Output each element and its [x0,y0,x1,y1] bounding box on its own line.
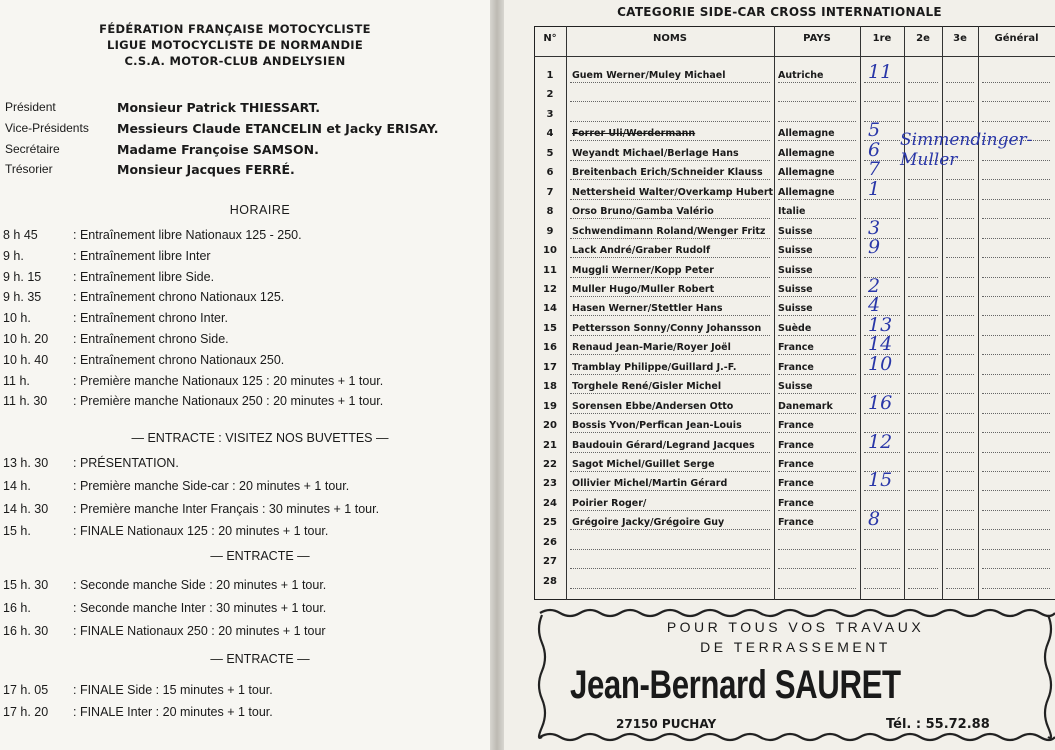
row-number: 23 [543,478,557,489]
dotted-fill-line [778,296,856,297]
row-driver-names: Nettersheid Walter/Overkamp Hubert [572,187,774,198]
row-driver-names: Renaud Jean-Marie/Royer Joël [572,342,731,353]
dotted-fill-line [908,296,938,297]
row-number: 14 [543,303,557,314]
row-number: 17 [543,362,557,373]
dotted-fill-line [570,510,770,511]
dotted-fill-line [946,199,974,200]
row-number: 22 [543,459,557,470]
dotted-fill-line [778,199,856,200]
dotted-fill-line [982,257,1050,258]
sauret-advertisement [536,605,1055,745]
row-number: 9 [546,226,554,237]
dotted-fill-line [982,218,1050,219]
dotted-fill-line [908,588,938,589]
row-country: Suisse [778,265,813,276]
schedule-event: : Première manche Nationaux 125 : 20 minutes + 1 tour. [73,374,384,388]
dotted-fill-line [778,471,856,472]
dotted-fill-line [908,510,938,511]
schedule-event: : PRÉSENTATION. [73,456,179,470]
row-driver-names: Sagot Michel/Guillet Serge [572,459,715,470]
col-header-names: NOMS [652,33,688,44]
schedule-time: 8 h 45 [3,228,38,242]
dotted-fill-line [864,549,900,550]
row-driver-names: Sorensen Ebbe/Andersen Otto [572,401,734,412]
dotted-fill-line [982,179,1050,180]
dotted-fill-line [778,354,856,355]
dotted-fill-line [908,452,938,453]
dotted-fill-line [570,296,770,297]
dotted-fill-line [982,315,1050,316]
dotted-fill-line [778,257,856,258]
dotted-fill-line [982,296,1050,297]
schedule-event: : Entraînement chrono Nationaux 125. [73,290,285,304]
dotted-fill-line [908,529,938,530]
row-number: 5 [546,148,554,159]
schedule-time: 16 h. 30 [3,624,49,638]
dotted-fill-line [570,101,770,102]
handwritten-position: 12 [868,431,893,453]
row-country: Suisse [778,226,813,237]
dotted-fill-line [778,179,856,180]
dotted-fill-line [946,432,974,433]
dotted-fill-line [946,179,974,180]
row-country: Suisse [778,381,813,392]
row-driver-names: Lack André/Graber Rudolf [572,245,711,256]
dotted-fill-line [570,140,770,141]
dotted-fill-line [946,257,974,258]
ad-tagline: POUR TOUS VOS TRAVAUX [666,619,925,635]
dotted-fill-line [778,452,856,453]
schedule-time: 9 h. 35 [3,290,42,304]
dotted-fill-line [908,335,938,336]
dotted-fill-line [778,335,856,336]
schedule-event: : Entraînement chrono Side. [73,332,229,346]
row-number: 6 [546,167,554,178]
row-country: Danemark [778,401,833,412]
row-driver-names: Orso Bruno/Gamba Valério [572,206,714,217]
schedule-time: 15 h. [3,524,31,538]
dotted-fill-line [570,588,770,589]
official-role: Trésorier [5,162,53,176]
dotted-fill-line [908,179,938,180]
dotted-fill-line [570,82,770,83]
row-country: Suède [778,323,812,334]
row-number: 24 [543,498,557,509]
row-driver-names: Ollivier Michel/Martin Gérard [572,478,728,489]
row-number: 15 [543,323,557,334]
dotted-fill-line [778,432,856,433]
schedule-time: 17 h. 20 [3,705,49,719]
dotted-fill-line [946,471,974,472]
schedule-time: 13 h. 30 [3,456,49,470]
ad-company-name: Jean-Bernard SAURET [570,663,901,707]
dotted-fill-line [946,374,974,375]
schedule-time: 11 h. [3,374,30,388]
dotted-fill-line [570,432,770,433]
dotted-fill-line [908,354,938,355]
horaire-title: HORAIRE [229,203,291,217]
handwritten-position: 8 [868,508,881,530]
dotted-fill-line [982,490,1050,491]
official-name: Monsieur Patrick THIESSART. [117,100,321,115]
row-country: Autriche [778,70,824,81]
dotted-fill-line [570,160,770,161]
row-driver-names: Bossis Yvon/Perfican Jean-Louis [572,420,742,431]
dotted-fill-line [946,101,974,102]
schedule-time: 14 h. [3,479,31,493]
handwritten-position: 1 [868,178,881,200]
row-number: 7 [546,187,554,198]
handwritten-position: 16 [868,392,893,414]
row-number: 26 [543,537,557,548]
row-driver-names: Grégoire Jacky/Grégoire Guy [572,517,725,528]
dotted-fill-line [908,82,938,83]
league-heading: LIGUE MOTOCYCLISTE DE NORMANDIE [106,38,364,52]
dotted-fill-line [570,354,770,355]
dotted-fill-line [946,568,974,569]
entracte: — ENTRACTE — [210,652,310,666]
dotted-fill-line [946,354,974,355]
handwritten-position: 3 [868,217,881,239]
dotted-fill-line [778,393,856,394]
dotted-fill-line [778,529,856,530]
dotted-fill-line [570,471,770,472]
handwritten-position: 9 [868,236,881,258]
header-divider [534,56,1055,57]
col-header-country: PAYS [803,33,831,44]
handwritten-position: 5 [868,119,881,141]
row-number: 21 [543,440,557,451]
schedule-event: : Première manche Inter Français : 30 minutes + 1 tour. [73,502,380,516]
row-number: 20 [543,420,557,431]
dotted-fill-line [864,568,900,569]
dotted-fill-line [908,568,938,569]
schedule-event: : FINALE Nationaux 125 : 20 minutes + 1 tour. [73,524,329,538]
dotted-fill-line [908,549,938,550]
dotted-fill-line [570,257,770,258]
row-country: Allemagne [778,167,835,178]
dotted-fill-line [982,471,1050,472]
row-number: 28 [543,576,557,587]
handwritten-annotation: Simmendinger-Muller [900,130,1033,170]
dotted-fill-line [570,335,770,336]
schedule-event: : Entraînement chrono Nationaux 250. [73,353,285,367]
dotted-fill-line [982,568,1050,569]
dotted-fill-line [982,529,1050,530]
dotted-fill-line [982,393,1050,394]
schedule-time: 14 h. 30 [3,502,49,516]
row-driver-names: Muller Hugo/Muller Robert [572,284,715,295]
official-role: Président [5,100,56,114]
dotted-fill-line [982,277,1050,278]
row-country: Allemagne [778,148,835,159]
official-role: Vice-Présidents [5,121,89,135]
dotted-fill-line [908,199,938,200]
schedule-event: : Entraînement libre Nationaux 125 - 250. [73,228,302,242]
dotted-fill-line [570,568,770,569]
dotted-fill-line [570,277,770,278]
dotted-fill-line [946,529,974,530]
row-driver-names: Tramblay Philippe/Guillard J.-F. [572,362,737,373]
column-divider [904,26,905,600]
schedule-event: : Seconde manche Inter : 30 minutes + 1 tour. [73,601,327,615]
dotted-fill-line [570,549,770,550]
row-number: 16 [543,342,557,353]
ad-address: 27150 PUCHAY [616,717,717,731]
dotted-fill-line [570,393,770,394]
official-role: Secrétaire [5,142,60,156]
row-number: 18 [543,381,557,392]
row-country: Suisse [778,303,813,314]
row-country: France [778,440,814,451]
row-country: France [778,459,814,470]
row-number: 10 [543,245,557,256]
dotted-fill-line [570,238,770,239]
row-country: Suisse [778,284,813,295]
schedule-time: 16 h. [3,601,31,615]
row-driver-names: Forrer Uli/Werdermann [572,128,696,139]
schedule-event: : FINALE Inter : 20 minutes + 1 tour. [73,705,273,719]
handwritten-position: 7 [868,158,881,180]
row-number: 2 [546,89,554,100]
dotted-fill-line [908,393,938,394]
schedule-event: : FINALE Nationaux 250 : 20 minutes + 1 tour [73,624,326,638]
schedule-time: 9 h. [3,249,24,263]
dotted-fill-line [778,588,856,589]
schedule-time: 10 h. 40 [3,353,49,367]
dotted-fill-line [908,490,938,491]
dotted-fill-line [778,549,856,550]
dotted-fill-line [908,218,938,219]
dotted-fill-line [778,277,856,278]
handwritten-position: 6 [868,139,881,161]
row-country: France [778,498,814,509]
dotted-fill-line [908,315,938,316]
col-header-second: 2e [916,33,930,44]
row-driver-names: Schwendimann Roland/Wenger Fritz [572,226,766,237]
handwritten-position: 13 [868,314,893,336]
schedule-time: 11 h. 30 [3,394,48,408]
category-title: CATEGORIE SIDE-CAR CROSS INTERNATIONALE [617,5,942,19]
col-header-third: 3e [953,33,967,44]
row-driver-names: Baudouin Gérard/Legrand Jacques [572,440,755,451]
dotted-fill-line [570,413,770,414]
dotted-fill-line [946,315,974,316]
schedule-event: : Seconde manche Side : 20 minutes + 1 tour. [73,578,327,592]
club-heading: C.S.A. MOTOR-CLUB ANDELYSIEN [124,54,346,68]
dotted-fill-line [908,413,938,414]
dotted-fill-line [982,335,1050,336]
dotted-fill-line [946,218,974,219]
handwritten-position: 15 [868,469,893,491]
row-driver-names: Weyandt Michael/Berlage Hans [572,148,739,159]
dotted-fill-line [946,335,974,336]
row-country: France [778,420,814,431]
dotted-fill-line [778,140,856,141]
dotted-fill-line [946,82,974,83]
column-divider [860,26,861,600]
row-number: 27 [543,556,557,567]
ad-phone: Tél. : 55.72.88 [886,717,990,732]
dotted-fill-line [570,529,770,530]
dotted-fill-line [982,432,1050,433]
row-country: France [778,362,814,373]
row-driver-names: Muggli Werner/Kopp Peter [572,265,714,276]
row-driver-names: Poirier Roger/ [572,498,647,509]
dotted-fill-line [908,277,938,278]
col-header-no: N° [543,33,557,44]
schedule-event: : Entraînement chrono Inter. [73,311,228,325]
row-number: 8 [546,206,554,217]
ad-tagline-2: DE TERRASSEMENT [700,639,891,655]
official-name: Messieurs Claude ETANCELIN et Jacky ERISAY. [117,121,439,136]
dotted-fill-line [946,588,974,589]
column-divider [978,26,979,600]
dotted-fill-line [908,121,938,122]
dotted-fill-line [778,101,856,102]
schedule-event: : Entraînement libre Side. [73,270,215,284]
dotted-fill-line [908,238,938,239]
row-driver-names: Hasen Werner/Stettler Hans [572,303,723,314]
entracte-buvettes: — ENTRACTE : VISITEZ NOS BUVETTES — [131,431,389,445]
col-header-general: Général [994,33,1039,44]
dotted-fill-line [570,199,770,200]
dotted-fill-line [982,374,1050,375]
dotted-fill-line [982,82,1050,83]
dotted-fill-line [982,549,1050,550]
row-country: France [778,342,814,353]
dotted-fill-line [982,238,1050,239]
row-country: Italie [778,206,806,217]
dotted-fill-line [778,510,856,511]
col-header-first: 1re [872,33,892,44]
book-gutter [490,0,504,750]
dotted-fill-line [982,452,1050,453]
dotted-fill-line [946,296,974,297]
schedule-time: 9 h. 15 [3,270,42,284]
schedule-time: 17 h. 05 [3,683,49,697]
dotted-fill-line [946,510,974,511]
dotted-fill-line [908,101,938,102]
dotted-fill-line [908,374,938,375]
dotted-fill-line [946,277,974,278]
dotted-fill-line [982,510,1050,511]
handwritten-position: 11 [868,61,893,83]
column-divider [774,26,775,600]
row-number: 1 [546,70,554,81]
row-number: 3 [546,109,554,120]
dotted-fill-line [778,315,856,316]
dotted-fill-line [946,238,974,239]
schedule-event: : Première manche Side-car : 20 minutes + 1 tour. [73,479,350,493]
schedule-time: 10 h. 20 [3,332,49,346]
schedule-time: 15 h. 30 [3,578,49,592]
official-name: Madame Françoise SAMSON. [117,142,319,157]
row-driver-names: Torghele René/Gisler Michel [572,381,722,392]
row-driver-names: Breitenbach Erich/Schneider Klauss [572,167,763,178]
dotted-fill-line [778,121,856,122]
row-driver-names: Guem Werner/Muley Michael [572,70,726,81]
row-country: France [778,517,814,528]
entracte: — ENTRACTE — [210,549,310,563]
dotted-fill-line [778,568,856,569]
dotted-fill-line [778,82,856,83]
dotted-fill-line [946,121,974,122]
dotted-fill-line [778,218,856,219]
column-divider [942,26,943,600]
dotted-fill-line [570,452,770,453]
dotted-fill-line [908,432,938,433]
row-country: France [778,478,814,489]
row-driver-names: Pettersson Sonny/Conny Johansson [572,323,762,334]
dotted-fill-line [946,393,974,394]
official-name: Monsieur Jacques FERRÉ. [117,162,295,177]
row-country: Allemagne [778,128,835,139]
federation-heading: FÉDÉRATION FRANÇAISE MOTOCYCLISTE [99,22,371,36]
dotted-fill-line [570,490,770,491]
dotted-fill-line [778,490,856,491]
dotted-fill-line [864,101,900,102]
dotted-fill-line [982,121,1050,122]
dotted-fill-line [570,121,770,122]
row-number: 4 [546,128,554,139]
row-number: 25 [543,517,557,528]
row-country: Suisse [778,245,813,256]
dotted-fill-line [908,257,938,258]
dotted-fill-line [570,218,770,219]
handwritten-position: 2 [868,275,881,297]
dotted-fill-line [982,588,1050,589]
dotted-fill-line [946,452,974,453]
row-number: 11 [543,265,557,276]
dotted-fill-line [778,413,856,414]
schedule-time: 10 h. [3,311,31,325]
dotted-fill-line [778,374,856,375]
schedule-event: : FINALE Side : 15 minutes + 1 tour. [73,683,273,697]
dotted-fill-line [946,549,974,550]
dotted-fill-line [778,160,856,161]
dotted-fill-line [570,179,770,180]
dotted-fill-line [946,490,974,491]
handwritten-position: 4 [868,294,881,316]
column-divider [566,26,567,600]
dotted-fill-line [570,315,770,316]
dotted-fill-line [864,588,900,589]
handwritten-position: 10 [868,353,893,375]
row-number: 19 [543,401,557,412]
schedule-event: : Entraînement libre Inter [73,249,211,263]
dotted-fill-line [570,374,770,375]
row-number: 12 [543,284,557,295]
dotted-fill-line [982,413,1050,414]
dotted-fill-line [908,471,938,472]
schedule-event: : Première manche Nationaux 250 : 20 minutes + 1 tour. [73,394,384,408]
dotted-fill-line [982,199,1050,200]
dotted-fill-line [778,238,856,239]
row-country: Allemagne [778,187,835,198]
dotted-fill-line [982,101,1050,102]
dotted-fill-line [982,354,1050,355]
dotted-fill-line [946,413,974,414]
handwritten-position: 14 [868,333,893,355]
